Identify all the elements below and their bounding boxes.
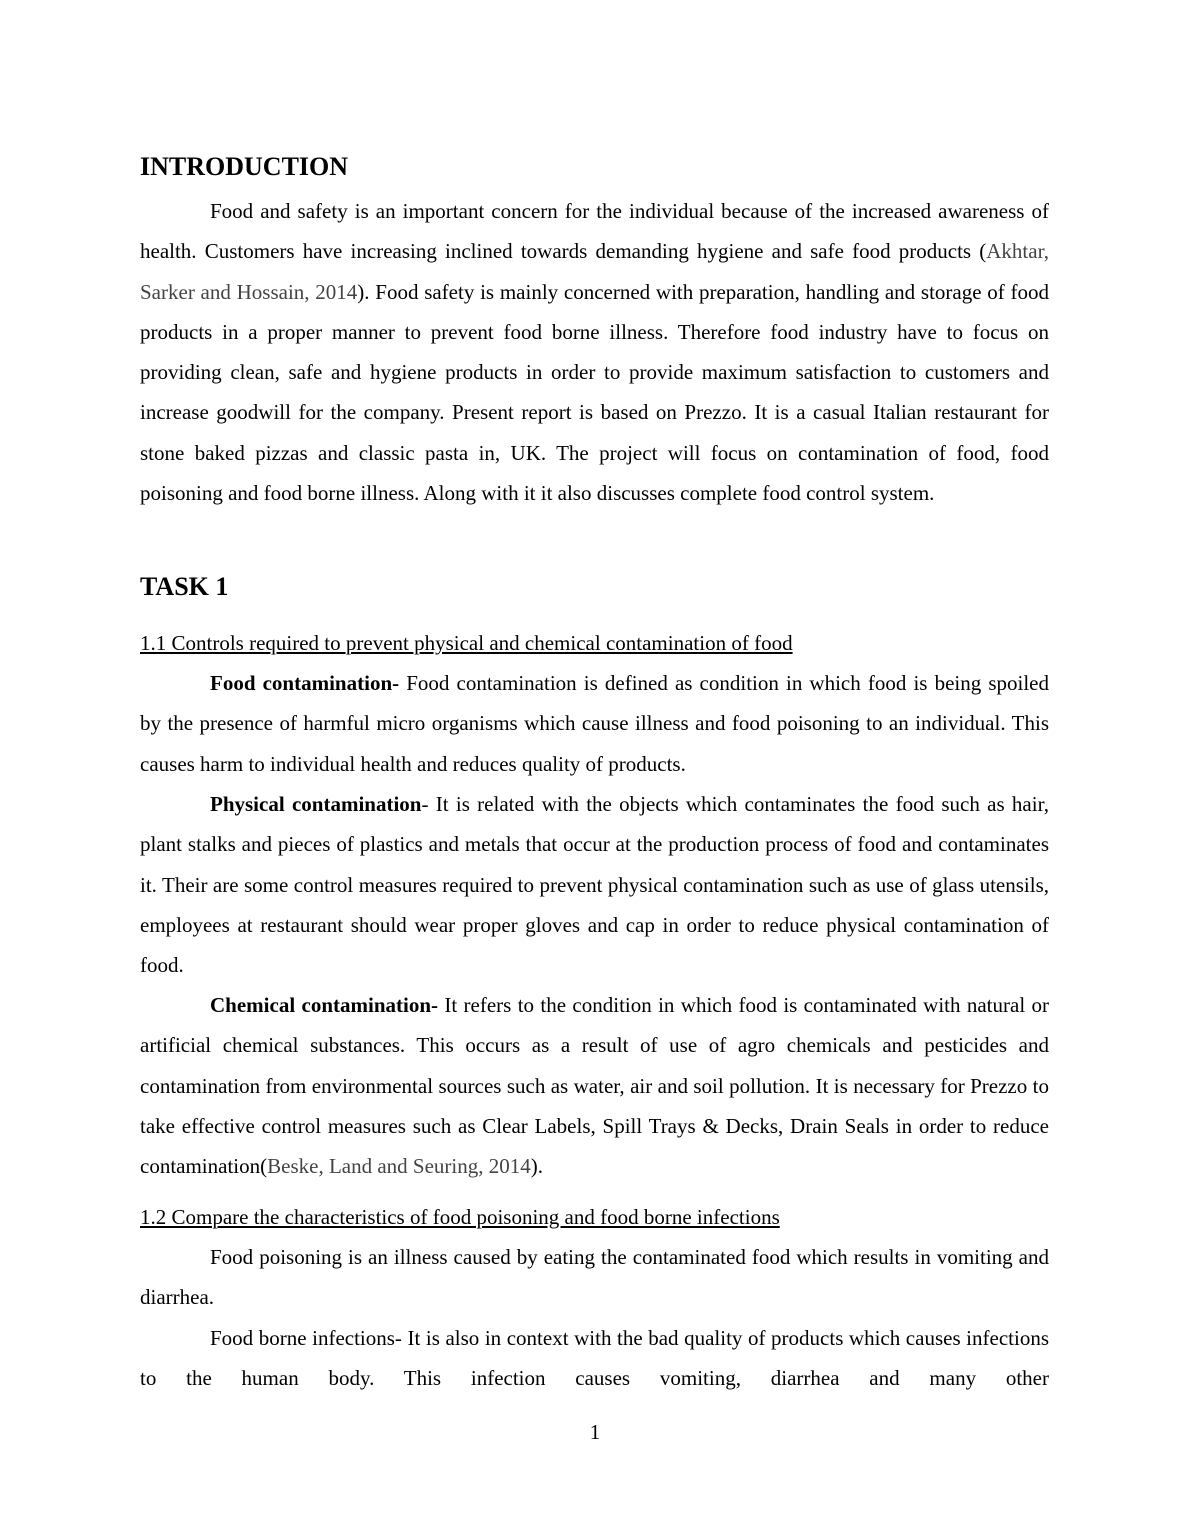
physical-contamination-term: Physical contamination	[210, 792, 422, 816]
food-borne-infections-paragraph: Food borne infections- It is also in context with the bad quality of products which causes infections to the human body. This infection causes vomiting, diarrhea and many other	[140, 1326, 1049, 1391]
page-number: 1	[589, 1420, 601, 1444]
citation: Akhtar, Sarker and Hossain, 2014	[140, 239, 1049, 304]
chemical-contamination-paragraph: Chemical contamination- It refers to the condition in which food is contaminated with natural or artificial chemical substances. This occurs as a result of use of agro chemicals and pesticides and contamination from environmental sources such as water, air and soil pollution. It is necessary for Prezzo to take effective control measures such as Clear Labels, Spill Trays & Decks, Drain Seals in order to reduce contamination(Beske, Land and Seuring, 2014).	[140, 993, 1050, 1179]
food-contamination-paragraph: Food contamination- Food contamination is defined as condition in which food is being spoiled by the presence of harmful micro organisms which cause illness and food poisoning to an individual. This causes harm to individual health and reduces quality of products.	[140, 671, 1049, 776]
food-contamination-term: Food contamination-	[210, 671, 400, 695]
chemical-contamination-term: Chemical contamination-	[210, 993, 439, 1017]
introduction-heading: INTRODUCTION	[140, 152, 349, 181]
section-1-1-title: 1.1 Controls required to prevent physical and chemical contamination of food	[140, 631, 793, 655]
physical-contamination-paragraph: Physical contamination- It is related with the objects which contaminates the food such as hair, plant stalks and pieces of plastics and metals that occur at the production process of food and contaminates it. Their are some control measures required to prevent physical contamination such as use of glass utensils, employees at restaurant should wear proper gloves and cap in order to reduce physical contamination of food.	[140, 792, 1049, 978]
citation: Beske, Land and Seuring, 2014	[267, 1154, 531, 1179]
introduction-paragraph: Food and safety is an important concern for the individual because of the increased awareness of health. Customers have increasing inclined towards demanding hygiene and safe food products (Akhtar, Sarker and Hossain, 2014). Food safety is mainly concerned with preparation, handling and storage of food products in a proper manner to prevent food borne illness. Therefore food industry have to focus on providing clean, safe and hygiene products in order to provide maximum satisfaction to customers and increase goodwill for the company. Present report is based on Prezzo. It is a casual Italian restaurant for stone baked pizzas and classic pasta in, UK. The project will focus on contamination of food, food poisoning and food borne illness. Along with it it also discusses complete food control system.	[140, 199, 1050, 506]
section-1-2-title: 1.2 Compare the characteristics of food poisoning and food borne infections	[140, 1205, 780, 1229]
food-poisoning-paragraph: Food poisoning is an illness caused by eating the contaminated food which results in vomiting and diarrhea.	[140, 1245, 1049, 1310]
task1-heading: TASK 1	[140, 572, 229, 601]
